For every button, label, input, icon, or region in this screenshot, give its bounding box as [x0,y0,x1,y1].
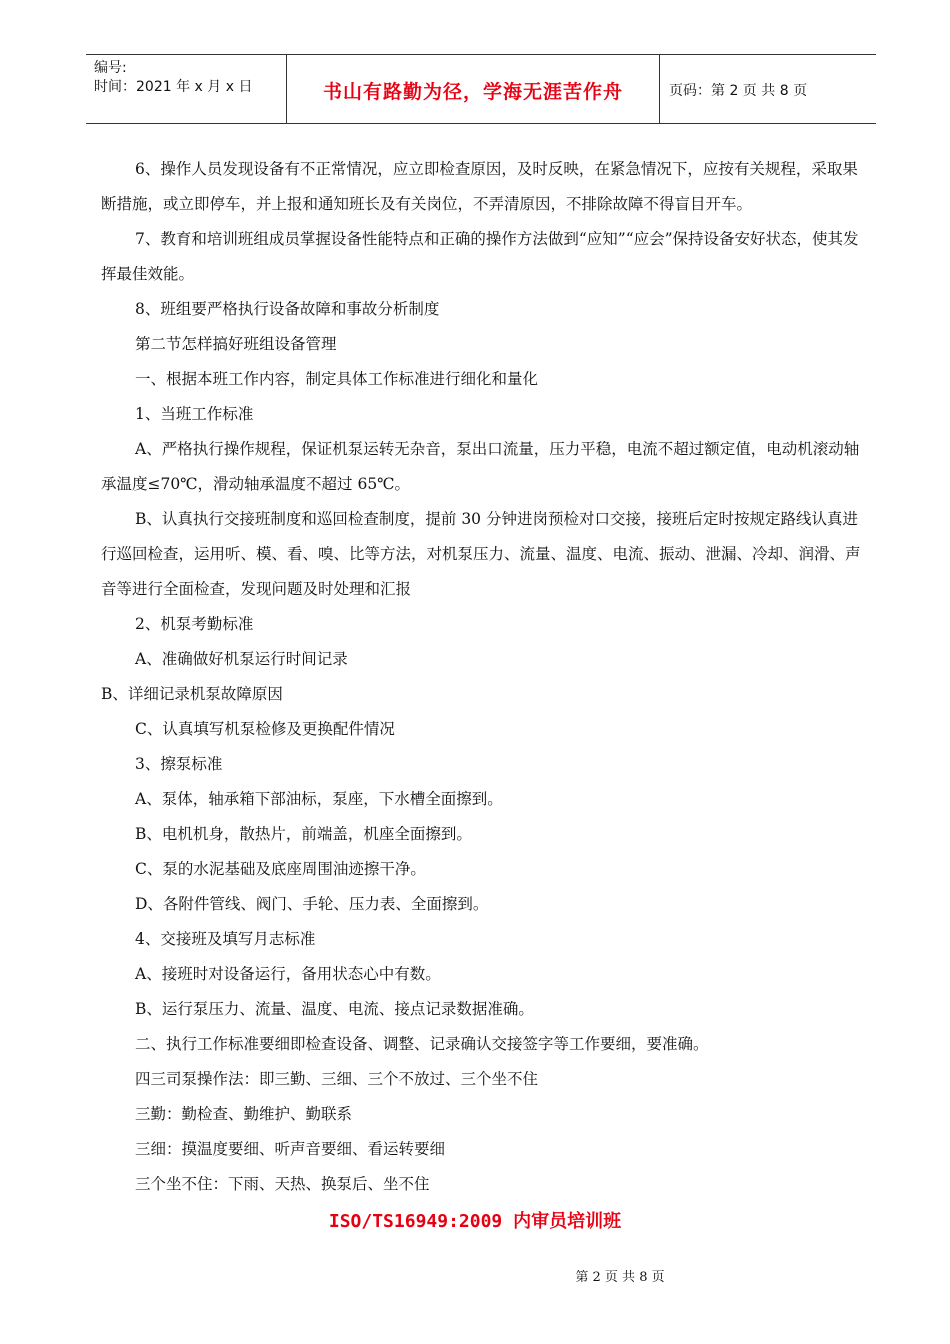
paragraph: 二、执行工作标准要细即检查设备、调整、记录确认交接签字等工作要细，要准确。 [135,1035,709,1053]
paragraph: B、认真执行交接班制度和巡回检查制度，提前 30 分钟进岗预检对口交接，接班后定时按规定路线认真进行巡回检查，运用听、模、看、嗅、比等方法，对机泵压力、流量、温度、电流、振动、泄漏、冷却、润滑、声音等进行全面检查，发现问题及时处理和汇报 [101,510,861,598]
document-header [86,54,876,124]
paragraph: D、各附件管线、阀门、手轮、压力表、全面擦到。 [135,895,489,913]
paragraph: 一、根据本班工作内容，制定具体工作标准进行细化和量化 [135,370,539,388]
paragraph: C、泵的水泥基础及底座周围油迹擦干净。 [135,860,426,878]
paragraph: A、严格执行操作规程，保证机泵运转无杂音，泵出口流量，压力平稳，电流不超过额定值，电动机滚动轴承温度≤70℃，滑动轴承温度不超过 65℃。 [101,440,860,493]
header-page-info: 页码：第 2 页 共 8 页 [669,83,808,99]
paragraph: A、接班时对设备运行，备用状态心中有数。 [135,965,441,983]
paragraph: 三个坐不住：下雨、天热、换泵后、坐不住 [135,1175,430,1193]
paragraph: B、运行泵压力、流量、温度、电流、接点记录数据准确。 [135,1000,534,1018]
header-meta [94,59,286,97]
section-heading: 第二节怎样搞好班组设备管理 [135,335,337,353]
paragraph: A、准确做好机泵运行时间记录 [135,650,348,668]
paragraph: 1、当班工作标准 [135,405,254,423]
paragraph: B、电机机身，散热片，前端盖，机座全面擦到。 [135,825,472,843]
paragraph: 8、班组要严格执行设备故障和事故分析制度 [135,300,440,318]
serial-label: 编号: [94,60,127,76]
paragraph: C、认真填写机泵检修及更换配件情况 [135,720,395,738]
paragraph: 2、机泵考勤标准 [135,615,254,633]
document-body [101,152,861,1202]
paragraph: 四三司泵操作法：即三勤、三细、三个不放过、三个坐不住 [135,1070,539,1088]
footer-page-number: 第 2 页 共 8 页 [575,1270,665,1285]
paragraph: A、泵体，轴承箱下部油标，泵座，下水槽全面擦到。 [135,790,503,808]
paragraph: 3、擦泵标准 [135,755,223,773]
paragraph: B、详细记录机泵故障原因 [101,685,283,703]
header-divider [659,55,660,123]
footer-title: ISO/TS16949:2009 内审员培训班 [328,1211,622,1232]
paragraph: 三勤：勤检查、勤维护、勤联系 [135,1105,353,1123]
paragraph: 4、交接班及填写月志标准 [135,930,316,948]
time-label: 时间：2021 年 x 月 x 日 [94,79,253,95]
header-motto: 书山有路勤为径，学海无涯苦作舟 [322,81,623,103]
paragraph: 三细：摸温度要细、听声音要细、看运转要细 [135,1140,446,1158]
paragraph: 6、操作人员发现设备有不正常情况，应立即检查原因，及时反映，在紧急情况下，应按有关规程，采取果断措施，或立即停车，并上报和通知班长及有关岗位，不弄清原因，不排除故障不得盲目开车。 [101,160,858,213]
paragraph: 7、教育和培训班组成员掌握设备性能特点和正确的操作方法做到“应知”“应会”保持设备安好状态，使其发挥最佳效能。 [101,230,859,283]
